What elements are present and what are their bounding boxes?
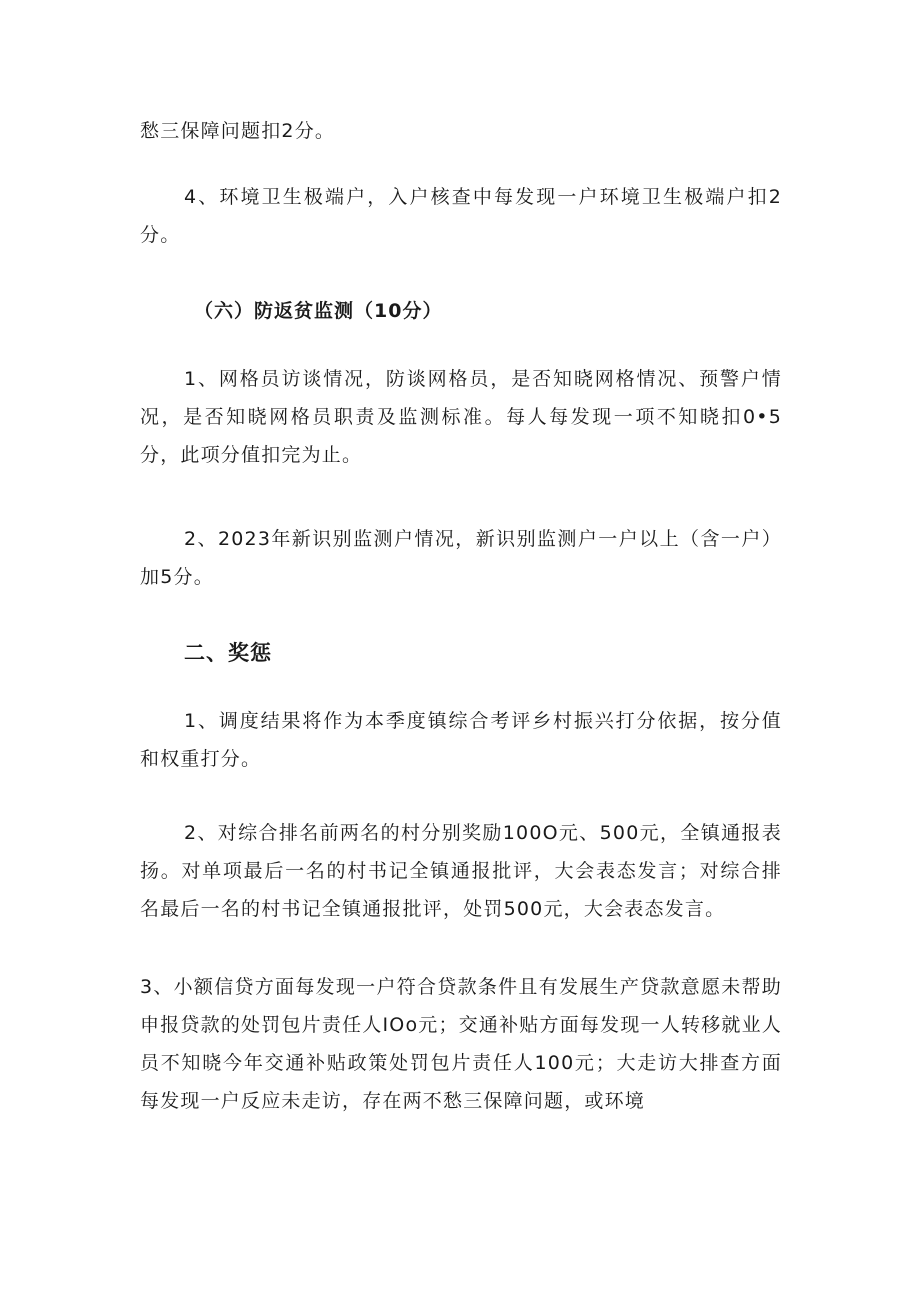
paragraph-scheduling-results: 1、调度结果将作为本季度镇综合考评乡村振兴打分依据，按分值和权重打分。 xyxy=(140,710,782,770)
paragraph-ranking-rewards: 2、对综合排名前两名的村分别奖励100O元、500元，全镇通报表扬。对单项最后一名的村书记全镇通报批评，大会表态发言；对综合排名最后一名的村书记全镇通报批评，处罚500元，大会表态发言。 xyxy=(140,822,782,920)
section-heading-anti-poverty-monitoring: （六）防返贫监测（10分） xyxy=(194,300,443,322)
paragraph-grid-interview: 1、网格员访谈情况，防谈网格员，是否知晓网格情况、预警户情况，是否知晓网格员职责及监测标准。每人每发现一项不知晓扣0•5分，此项分值扣完为止。 xyxy=(140,368,782,466)
paragraph-continuation: 愁三保障问题扣2分。 xyxy=(140,120,336,142)
paragraph-new-monitoring-households: 2、2023年新识别监测户情况，新识别监测户一户以上（含一户）加5分。 xyxy=(140,528,782,588)
section-heading-rewards-penalties: 二、奖惩 xyxy=(184,641,272,665)
paragraph-penalty-details: 3、小额信贷方面每发现一户符合贷款条件且有发展生产贷款意愿未帮助申报贷款的处罚包片责任人IOo元；交通补贴方面每发现一人转移就业人员不知晓今年交通补贴政策处罚包片责任人100元；大走访大排查方面每发现一户反应未走访，存在两不愁三保障问题，或环境 xyxy=(140,976,782,1112)
paragraph-environment-hygiene: 4、环境卫生极端户，入户核查中每发现一户环境卫生极端户扣2分。 xyxy=(140,186,782,246)
